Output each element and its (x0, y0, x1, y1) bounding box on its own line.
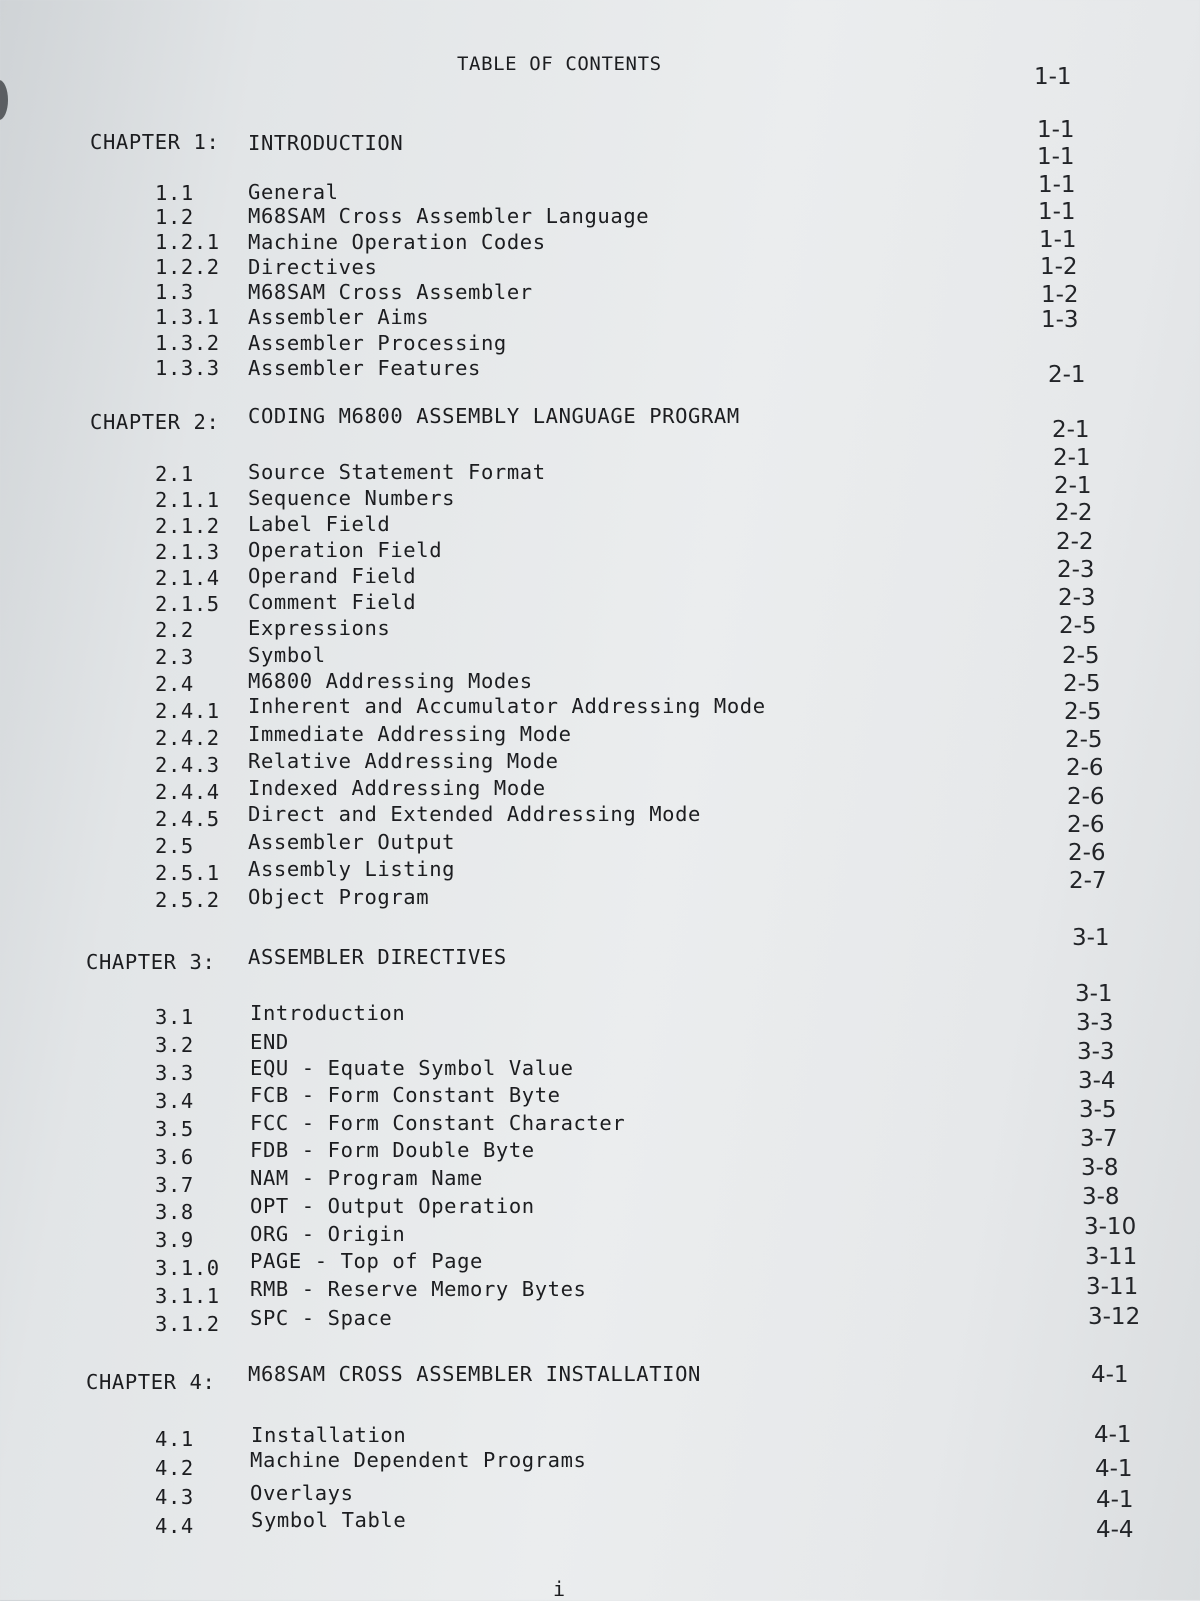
entry-number: 2.4.5 (155, 807, 220, 831)
chapter-1-label: CHAPTER 1: (90, 130, 220, 154)
entry-number: 4.4 (155, 1514, 194, 1538)
entry-title: Source Statement Format (248, 460, 546, 484)
entry-number: 1.2 (155, 205, 194, 229)
entry-number: 1.3.1 (155, 305, 220, 329)
entry-number: 3.1.0 (155, 1256, 220, 1280)
page-number: 1-1 (1038, 199, 1076, 225)
page-number: 2-6 (1068, 840, 1106, 866)
page-number: 2-5 (1062, 643, 1100, 669)
chapter-3-title: ASSEMBLER DIRECTIVES (248, 945, 507, 969)
entry-number: 2.5.2 (155, 888, 220, 912)
page-number: 2-1 (1054, 473, 1092, 499)
entry-title: Immediate Addressing Mode (248, 722, 572, 746)
page-number: 2-1 (1048, 362, 1086, 388)
page-footer-number: i (553, 1577, 566, 1601)
entry-number: 2.4 (155, 672, 194, 696)
page-edge-shadow (0, 80, 8, 120)
entry-title: Relative Addressing Mode (248, 749, 559, 773)
entry-title: Symbol Table (251, 1508, 407, 1532)
chapter-1-title: INTRODUCTION (248, 131, 404, 155)
entry-title: Object Program (248, 885, 430, 909)
page-number: 3-1 (1075, 981, 1113, 1007)
page-number: 3-7 (1080, 1126, 1118, 1152)
page-number: 3-8 (1082, 1184, 1120, 1210)
entry-number: 1.3 (155, 280, 194, 304)
entry-title: OPT - Output Operation (250, 1194, 535, 1218)
entry-title: Indexed Addressing Mode (248, 776, 546, 800)
entry-number: 2.1.2 (155, 514, 220, 538)
entry-title: Machine Dependent Programs (250, 1448, 587, 1472)
page-number: 4-1 (1096, 1487, 1134, 1513)
page-number: 1-1 (1037, 144, 1075, 170)
entry-number: 2.4.1 (155, 699, 220, 723)
page-number: 3-10 (1084, 1214, 1137, 1240)
entry-number: 2.3 (155, 645, 194, 669)
entry-number: 2.5.1 (155, 861, 220, 885)
page-number: 3-4 (1078, 1068, 1116, 1094)
entry-title: M68SAM Cross Assembler (248, 280, 533, 304)
page-number: 1-1 (1034, 64, 1072, 90)
entry-number: 2.1.1 (155, 488, 220, 512)
page-number: 1-1 (1037, 117, 1075, 143)
entry-number: 2.4.3 (155, 753, 220, 777)
page-number: 2-6 (1066, 755, 1104, 781)
page-number: 2-3 (1058, 585, 1096, 611)
entry-title: ORG - Origin (250, 1222, 406, 1246)
chapter-3-label: CHAPTER 3: (86, 950, 216, 974)
entry-title: Assembler Features (248, 356, 481, 380)
page-number: 2-7 (1069, 868, 1107, 894)
page-number: 1-1 (1039, 227, 1077, 253)
entry-number: 3.8 (155, 1200, 194, 1224)
entry-number: 1.2.1 (155, 230, 220, 254)
entry-number: 3.1.1 (155, 1284, 220, 1308)
page-number: 1-2 (1041, 282, 1079, 308)
page-number: 2-3 (1057, 557, 1095, 583)
entry-number: 3.5 (155, 1117, 194, 1141)
page-number: 2-2 (1056, 529, 1094, 555)
entry-title: Symbol (248, 643, 326, 667)
entry-title: Comment Field (248, 590, 417, 614)
entry-number: 2.4.4 (155, 780, 220, 804)
entry-title: Machine Operation Codes (248, 230, 546, 254)
entry-number: 1.2.2 (155, 255, 220, 279)
entry-title: Assembler Processing (248, 331, 507, 355)
page-number: 4-1 (1094, 1422, 1132, 1448)
page-number: 3-11 (1086, 1274, 1139, 1300)
page-number: 3-3 (1076, 1010, 1114, 1036)
page-number: 1-3 (1041, 307, 1079, 333)
page-number: 3-8 (1081, 1155, 1119, 1181)
entry-title: FDB - Form Double Byte (250, 1138, 535, 1162)
entry-number: 2.1.3 (155, 540, 220, 564)
page-number: 2-6 (1067, 812, 1105, 838)
page-number: 4-1 (1091, 1362, 1129, 1388)
entry-number: 3.6 (155, 1145, 194, 1169)
page-number: 2-1 (1053, 445, 1091, 471)
entry-title: FCB - Form Constant Byte (250, 1083, 561, 1107)
entry-title: RMB - Reserve Memory Bytes (250, 1277, 587, 1301)
entry-number: 1.3.3 (155, 356, 220, 380)
page-number: 2-5 (1064, 699, 1102, 725)
entry-number: 3.1.2 (155, 1312, 220, 1336)
entry-number: 2.1 (155, 462, 194, 486)
entry-number: 3.4 (155, 1089, 194, 1113)
entry-title: Directives (248, 255, 378, 279)
page-title: TABLE OF CONTENTS (457, 53, 662, 75)
entry-number: 2.2 (155, 618, 194, 642)
entry-title: M6800 Addressing Modes (248, 669, 533, 693)
entry-number: 1.3.2 (155, 331, 220, 355)
entry-number: 4.3 (155, 1485, 194, 1509)
page-number: 2-5 (1059, 613, 1097, 639)
entry-number: 2.4.2 (155, 726, 220, 750)
entry-title: EQU - Equate Symbol Value (250, 1056, 574, 1080)
entry-title: NAM - Program Name (250, 1166, 483, 1190)
entry-title: FCC - Form Constant Character (250, 1111, 626, 1135)
entry-title: SPC - Space (250, 1306, 393, 1330)
chapter-2-label: CHAPTER 2: (90, 410, 220, 434)
page-number: 4-1 (1095, 1456, 1133, 1482)
entry-number: 3.1 (155, 1005, 194, 1029)
entry-number: 2.1.5 (155, 592, 220, 616)
entry-title: Overlays (250, 1481, 354, 1505)
page-number: 3-1 (1072, 925, 1110, 951)
page-number: 3-12 (1088, 1304, 1141, 1330)
entry-number: 2.5 (155, 834, 194, 858)
page-number: 3-3 (1077, 1039, 1115, 1065)
entry-title: Assembler Aims (248, 305, 430, 329)
page-number: 2-6 (1067, 784, 1105, 810)
page-number: 1-1 (1038, 172, 1076, 198)
entry-title: Assembler Output (248, 830, 456, 854)
entry-title: PAGE - Top of Page (250, 1249, 483, 1273)
page-number: 4-4 (1096, 1517, 1134, 1543)
entry-title: END (250, 1030, 289, 1054)
chapter-4-title: M68SAM CROSS ASSEMBLER INSTALLATION (248, 1362, 701, 1386)
entry-title: Sequence Numbers (248, 486, 456, 510)
chapter-4-label: CHAPTER 4: (86, 1370, 216, 1394)
entry-title: Introduction (250, 1001, 406, 1025)
entry-title: Expressions (248, 616, 391, 640)
page-number: 2-2 (1055, 500, 1093, 526)
entry-number: 3.3 (155, 1061, 194, 1085)
page-number: 2-1 (1052, 417, 1090, 443)
entry-number: 2.1.4 (155, 566, 220, 590)
entry-title: Operation Field (248, 538, 443, 562)
entry-number: 3.9 (155, 1228, 194, 1252)
entry-title: Operand Field (248, 564, 417, 588)
entry-number: 3.7 (155, 1173, 194, 1197)
page-number: 2-5 (1065, 727, 1103, 753)
page-number: 3-5 (1079, 1097, 1117, 1123)
page-number: 2-5 (1063, 671, 1101, 697)
entry-number: 4.2 (155, 1456, 194, 1480)
entry-title: M68SAM Cross Assembler Language (248, 204, 650, 228)
entry-number: 1.1 (155, 181, 194, 205)
entry-title: Label Field (248, 512, 391, 536)
chapter-2-title: CODING M6800 ASSEMBLY LANGUAGE PROGRAM (248, 404, 740, 428)
entry-title: Direct and Extended Addressing Mode (248, 802, 701, 826)
page-number: 3-11 (1085, 1244, 1138, 1270)
entry-number: 4.1 (155, 1427, 194, 1451)
entry-title: Installation (251, 1423, 407, 1447)
entry-title: General (248, 180, 339, 204)
entry-number: 3.2 (155, 1033, 194, 1057)
page-number: 1-2 (1040, 254, 1078, 280)
entry-title: Inherent and Accumulator Addressing Mode (248, 694, 766, 718)
entry-title: Assembly Listing (248, 857, 456, 881)
